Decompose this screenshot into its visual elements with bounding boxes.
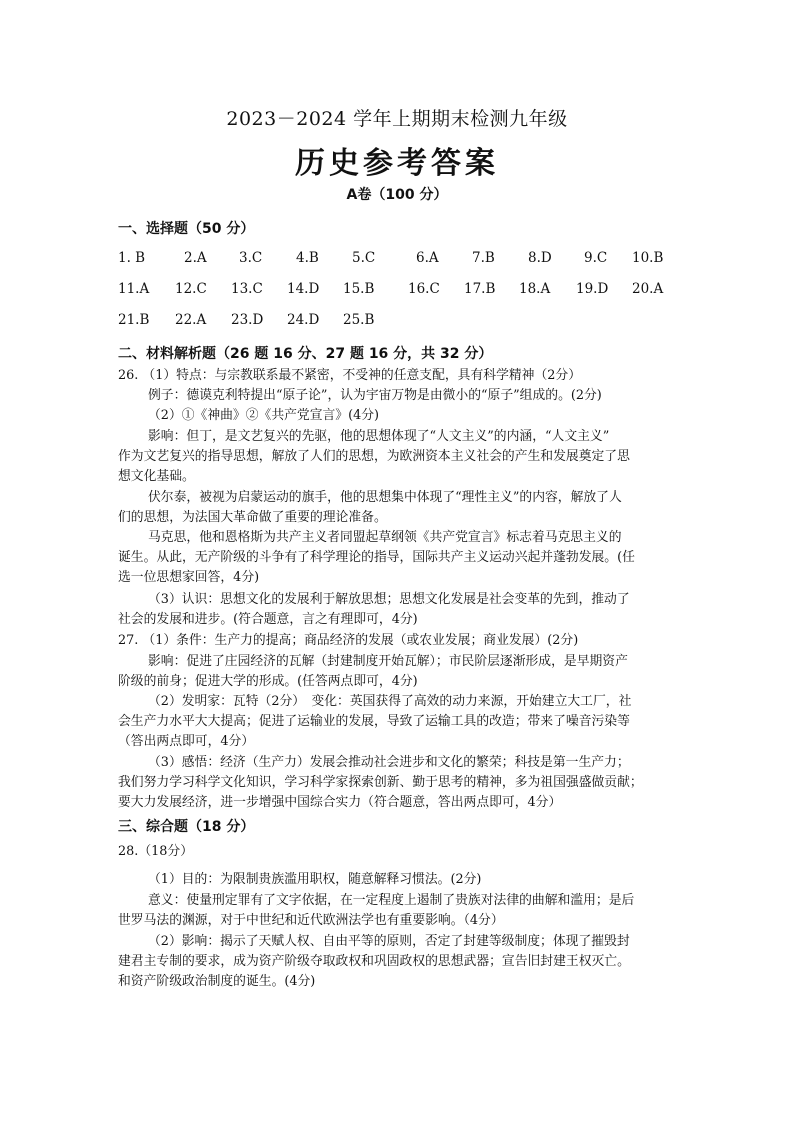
choice-answer: 25.B (343, 312, 375, 328)
answer-line: 想文化基础。 (118, 469, 195, 484)
section-heading-material: 二、材料解析题（26 题 16 分、27 题 16 分，共 32 分） (118, 346, 493, 362)
answer-line: 阶级的前身；促进大学的形成。(任答两点即可，4分) (118, 674, 418, 689)
choice-answer: 21.B (118, 312, 150, 328)
main-title: 历史参考答案 (295, 146, 499, 181)
answer-line: 27. （1）条件：生产力的提高；商品经济的发展（或农业发展；商业发展）(2分) (118, 633, 579, 648)
choice-answer: 10.B (632, 250, 664, 266)
choice-answer: 6.A (416, 250, 439, 266)
choice-answer: 9.C (584, 250, 608, 266)
answer-line: 会生产力水平大大提高；促进了运输业的发展，导致了运输工具的改造；带来了噪音污染等 (118, 714, 630, 729)
answer-line: 我们努力学习科学文化知识，学习科学家探索创新、勤于思考的精神，多为祖国强盛做贡献； (118, 775, 643, 790)
answer-line: （3）感悟：经济（生产力）发展会推动社会进步和文化的繁荣；科技是第一生产力； (148, 755, 630, 770)
choice-answer: 7.B (472, 250, 495, 266)
choice-answer: 3.C (239, 250, 263, 266)
answer-line: 和资产阶级政治制度的诞生。(4分) (118, 974, 316, 989)
answer-line: 意义：使量刑定罪有了文字依据，在一定程度上遏制了贵族对法律的曲解和滥用；是后 (148, 893, 635, 908)
answer-line: 马克思，他和恩格斯为共产主义者同盟起草纲领《共产党宣言》标志着马克思主义的 (148, 530, 622, 545)
answer-line: （1）目的：为限制贵族滥用职权，随意解释习惯法。(2分) (148, 872, 482, 887)
answer-line: （2）影响：揭示了天赋人权、自由平等的原则，否定了封建等级制度；体现了摧毁封 (148, 934, 630, 949)
answer-line: 世罗马法的渊源，对于中世纪和近代欧洲法学也有重要影响。（4分） (118, 913, 504, 928)
choice-answer: 12.C (175, 281, 207, 297)
choice-answer: 5.C (352, 250, 376, 266)
answer-line: 诞生。从此，无产阶级的斗争有了科学理论的指导，国际共产主义运动兴起并蓬勃发展。(任 (118, 550, 635, 565)
answer-line: （答出两点即可，4分） (118, 734, 255, 749)
answer-line: 社会的发展和进步。(符合题意，言之有理即可，4分) (118, 612, 418, 627)
section-heading-comprehensive: 三、综合题（18 分） (118, 819, 255, 835)
answer-line: 要大力发展经济，进一步增强中国综合实力（符合题意，答出两点即可，4分） (118, 795, 562, 810)
choice-answer: 20.A (632, 281, 664, 297)
section-heading-choice: 一、选择题（50 分） (118, 221, 255, 237)
choice-answer: 1. B (118, 250, 146, 266)
answer-line: 影响：促进了庄园经济的瓦解（封建制度开始瓦解）；市民阶层逐渐形成，是早期资产 (148, 654, 628, 669)
choice-answer: 19.D (576, 281, 609, 297)
answer-line: 例子：德谟克利特提出“原子论”，认为宇宙万物是由微小的“原子”组成的。(2分) (148, 388, 602, 403)
answer-line: （3）认识：思想文化的发展利于解放思想；思想文化发展是社会变革的先到，推动了 (148, 592, 630, 607)
answer-line: 影响：但丁，是文艺复兴的先驱，他的思想体现了“人文主义”的内涵，“人文主义” (148, 429, 610, 444)
choice-answer: 22.A (175, 312, 207, 328)
answer-line: 建君主专制的要求，成为资产阶级夺取政权和巩固政权的思想武器；宣告旧封建王权灭亡。 (118, 954, 630, 969)
choice-answer: 2.A (184, 250, 207, 266)
choice-answer: 8.D (528, 250, 552, 266)
choice-answer: 14.D (287, 281, 320, 297)
choice-answer: 18.A (519, 281, 551, 297)
choice-answer: 15.B (343, 281, 375, 297)
answer-line: （2）①《神曲》②《共产党宣言》(4分) (148, 408, 380, 423)
choice-answer: 4.B (296, 250, 319, 266)
answer-line: 作为文艺复兴的指导思想，解放了人们的思想，为欧洲资本主义社会的产生和发展奠定了思 (118, 449, 630, 464)
answer-line: 选一位思想家回答，4分) (118, 570, 260, 585)
answer-line: 28.（18分） (118, 844, 194, 859)
choice-answer: 24.D (287, 312, 320, 328)
answer-line: （2）发明家：瓦特（2分） 变化：英国获得了高效的动力来源，开始建立大工厂，社 (148, 694, 632, 709)
answer-line: 伏尔泰，被视为启蒙运动的旗手，他的思想集中体现了“理性主义”的内容，解放了人 (148, 490, 622, 505)
choice-answer: 23.D (231, 312, 264, 328)
exam-title: 2023－2024 学年上期期末检测九年级 (226, 108, 568, 130)
choice-answer: 11.A (118, 281, 150, 297)
choice-answer: 16.C (408, 281, 440, 297)
choice-answer: 13.C (231, 281, 263, 297)
answer-line: 们的思想，为法国大革命做了重要的理论准备。 (118, 510, 387, 525)
volume-label: A卷（100 分） (346, 187, 448, 203)
answer-line: 26. （1）特点：与宗教联系最不紧密，不受神的任意支配，具有科学精神（2分） (118, 368, 581, 383)
choice-answer: 17.B (464, 281, 496, 297)
